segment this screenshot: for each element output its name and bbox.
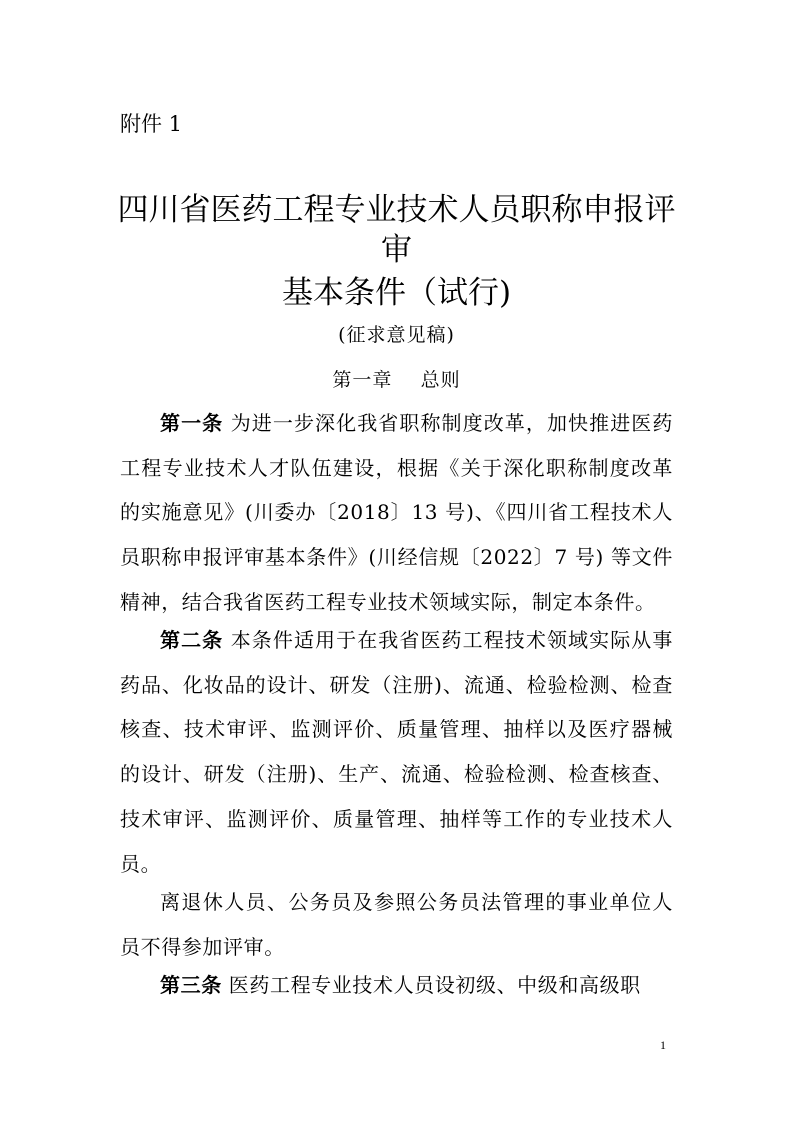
page-number: 1 bbox=[660, 1038, 666, 1052]
article-2-text: 本条件适用于在我省医药工程技术领域实际从事药品、化妆品的设计、研发（注册)、流通、检验检测、检查核查、技术审评、监测评价、质量管理、抽样以及医疗器械的设计、研发（注册)、生产、流通、检验检测、检查核查、技术审评、监测评价、质量管理、抽样等工作的专业技术人员。 bbox=[120, 628, 673, 876]
document-title-line-1: 四川省医药工程专业技术人员职称申报评 bbox=[117, 192, 676, 228]
article-3-label: 第三条 bbox=[160, 973, 222, 997]
document-title-line-3: 基本条件（试行) bbox=[281, 275, 512, 311]
attachment-label: 附件 1 bbox=[120, 112, 183, 136]
article-1-text: 为进一步深化我省职称制度改革，加快推进医药工程专业技术人才队伍建设，根据《关于深化职称制度改革的实施意见》(川委办〔2018〕13 号)、《四川省工程技术人员职称申报评审基本条件》(川经信规〔2022〕7 号) 等文件精神，结合我省医药工程专业技术领域实际，制定本条件。 bbox=[120, 411, 673, 614]
article-1 bbox=[120, 401, 673, 625]
article-2-paragraph-2-text: 离退休人员、公务员及参照公务员法管理的事业单位人员不得参加评审。 bbox=[120, 890, 673, 959]
chapter-heading: 第一章 总则 bbox=[332, 369, 461, 391]
consultation-note: (征求意见稿) bbox=[338, 324, 455, 346]
document-title-line-2: 审 bbox=[381, 232, 412, 268]
article-2-paragraph-2 bbox=[120, 880, 673, 969]
article-2 bbox=[120, 618, 673, 886]
article-3-text: 医药工程专业技术人员设初级、中级和高级职 bbox=[228, 973, 641, 997]
article-1-label: 第一条 bbox=[160, 411, 224, 435]
article-3 bbox=[120, 963, 673, 1008]
article-2-label: 第二条 bbox=[160, 628, 224, 652]
